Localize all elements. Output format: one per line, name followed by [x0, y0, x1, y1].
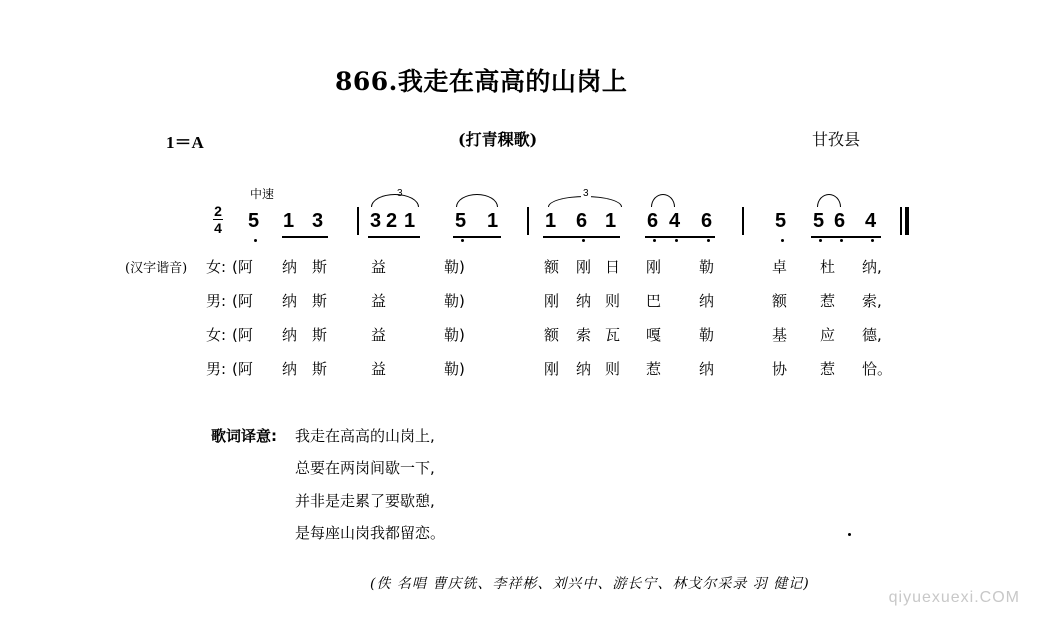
slur: [371, 194, 419, 207]
lyric-word: (阿: [232, 360, 253, 378]
note: 5: [813, 210, 825, 232]
lyric-word: (阿: [232, 326, 253, 344]
beam: [543, 236, 620, 238]
time-signature-top: 2: [214, 203, 222, 219]
lyric-word: 纳,: [862, 258, 882, 276]
note: 3: [370, 210, 382, 232]
tempo-marking: 中速: [250, 187, 275, 201]
note: 4: [865, 210, 877, 232]
lyric-word: 则: [605, 292, 621, 310]
time-signature-bottom: 4: [214, 220, 222, 236]
lyric-word: 刚: [646, 258, 662, 276]
singer-label: 男:: [206, 292, 227, 310]
triplet-mark: 3: [397, 188, 403, 199]
lyric-word: 纳: [282, 258, 298, 276]
lyric-word: 基: [772, 326, 788, 344]
lyric-word: 勒): [444, 326, 465, 344]
lyric-word: 纳: [699, 360, 715, 378]
note: 6: [647, 210, 659, 232]
note: 2: [386, 210, 398, 232]
song-origin: 甘孜县: [812, 130, 861, 149]
lyric-word: 额: [544, 258, 560, 276]
lyric-word: 刚: [544, 360, 560, 378]
lyric-word: 惹: [820, 292, 836, 310]
slur: [817, 194, 841, 207]
lyric-word: 应: [820, 326, 836, 344]
key-signature: 1＝A: [166, 133, 204, 152]
lyric-word: 瓦: [605, 326, 621, 344]
note: 6: [576, 210, 588, 232]
watermark: qiyuexuexi.COM: [888, 589, 1020, 606]
note: 1: [487, 210, 499, 232]
note: 5: [248, 210, 260, 232]
slur: [651, 194, 675, 207]
lyric-word: 索,: [862, 292, 882, 310]
translation-line: 总要在两岗间歇一下,: [295, 459, 435, 477]
lyric-word: 刚: [576, 258, 592, 276]
speck: [848, 533, 851, 536]
lower-octave-dot: [461, 239, 464, 242]
beam: [282, 236, 328, 238]
bar-line: [742, 207, 744, 235]
lyric-word: 额: [772, 292, 788, 310]
lyric-word: 勒: [699, 258, 715, 276]
lyric-word: 益: [371, 360, 387, 378]
lyric-word: 益: [371, 258, 387, 276]
lyric-word: 纳: [282, 292, 298, 310]
singer-label: 男:: [206, 360, 227, 378]
lyric-word: 纳: [282, 360, 298, 378]
lower-octave-dot: [781, 239, 784, 242]
lyric-word: 索: [576, 326, 592, 344]
translation-label: 歌词译意:: [211, 427, 277, 445]
note: 1: [283, 210, 295, 232]
lyric-word: 德,: [862, 326, 882, 344]
lower-octave-dot: [871, 239, 874, 242]
lyric-word: 斯: [312, 258, 328, 276]
lyric-word: 则: [605, 360, 621, 378]
final-bar-line-thin: [900, 207, 902, 235]
lyric-word: 勒: [699, 326, 715, 344]
note: 6: [701, 210, 713, 232]
lyric-word: 日: [605, 258, 621, 276]
translation-line: 是每座山岗我都留恋。: [295, 524, 446, 542]
lyric-word: 嘎: [646, 326, 662, 344]
beam: [368, 236, 420, 238]
time-signature: [213, 203, 223, 236]
lyric-word: 益: [371, 292, 387, 310]
note: 1: [404, 210, 416, 232]
lyric-word: 斯: [312, 292, 328, 310]
lyric-label: (汉字谐音): [125, 261, 188, 276]
lower-octave-dot: [819, 239, 822, 242]
note: 4: [669, 210, 681, 232]
lower-octave-dot: [840, 239, 843, 242]
lyric-word: 纳: [576, 360, 592, 378]
lyric-word: 协: [772, 360, 788, 378]
lyric-word: 纳: [282, 326, 298, 344]
song-title: 866.我走在高高的山岗上: [335, 67, 628, 96]
lyric-word: 恰。: [862, 360, 893, 378]
note: 5: [775, 210, 787, 232]
singer-label: 女:: [206, 258, 227, 276]
lyric-word: 惹: [646, 360, 662, 378]
translation-line: 我走在高高的山岗上,: [295, 427, 435, 445]
lyric-word: 勒): [444, 360, 465, 378]
lyric-word: 卓: [772, 258, 788, 276]
final-bar-line-thick: [905, 207, 909, 235]
translation-line: 并非是走累了要歇憩,: [295, 492, 435, 510]
singer-label: 女:: [206, 326, 227, 344]
lower-octave-dot: [675, 239, 678, 242]
triplet-mark: 3: [583, 188, 589, 199]
bar-line: [357, 207, 359, 235]
lower-octave-dot: [582, 239, 585, 242]
note: 1: [605, 210, 617, 232]
lyric-word: 刚: [544, 292, 560, 310]
lower-octave-dot: [707, 239, 710, 242]
lyric-word: 纳: [699, 292, 715, 310]
note: 1: [545, 210, 557, 232]
lyric-word: 勒): [444, 258, 465, 276]
lyric-word: (阿: [232, 258, 253, 276]
lower-octave-dot: [653, 239, 656, 242]
note: 3: [312, 210, 324, 232]
slur: [456, 194, 498, 207]
lyric-word: 勒): [444, 292, 465, 310]
song-subtitle: (打青稞歌): [458, 130, 538, 149]
lyric-word: 纳: [576, 292, 592, 310]
lyric-word: 巴: [646, 292, 662, 310]
note: 5: [455, 210, 467, 232]
beam: [811, 236, 881, 238]
bar-line: [527, 207, 529, 235]
credit-line: (佚 名唱 曹庆铣、李祥彬、刘兴中、游长宁、林戈尔采录 羽 健记): [370, 576, 810, 592]
lyric-word: 惹: [820, 360, 836, 378]
lower-octave-dot: [254, 239, 257, 242]
lyric-word: 斯: [312, 326, 328, 344]
lyric-word: 杜: [820, 258, 836, 276]
beam: [645, 236, 715, 238]
lyric-word: (阿: [232, 292, 253, 310]
note: 6: [834, 210, 846, 232]
lyric-word: 额: [544, 326, 560, 344]
beam: [453, 236, 501, 238]
lyric-word: 益: [371, 326, 387, 344]
lyric-word: 斯: [312, 360, 328, 378]
